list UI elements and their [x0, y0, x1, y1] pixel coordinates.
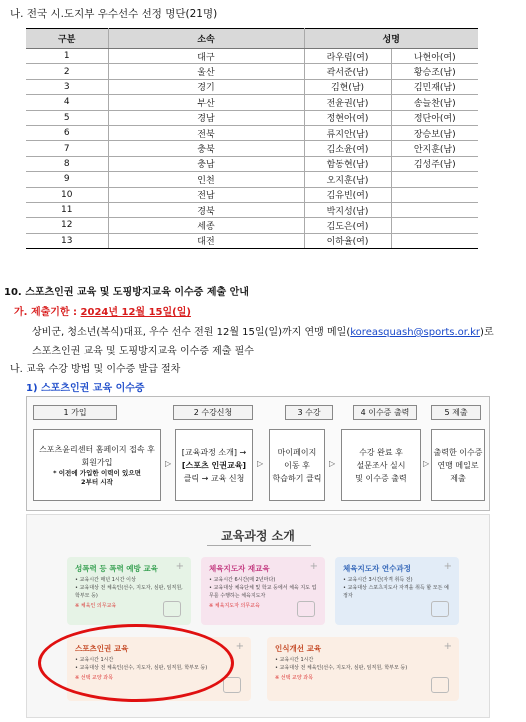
monitor-icon — [163, 601, 181, 617]
row-org: 충북 — [108, 141, 304, 156]
step-box-1 — [33, 429, 161, 501]
row-number: 11 — [26, 202, 108, 217]
course-card-hours: • 교육시간 3시간(자격 취득 전) — [343, 577, 413, 583]
row-name-2 — [391, 218, 478, 233]
row-name-1: 오지훈(남) — [304, 172, 391, 187]
row-name-1: 김현(남) — [304, 79, 391, 94]
table-row — [26, 233, 478, 248]
lightbulb-icon — [431, 677, 449, 693]
course-card-title: 성폭력 등 폭력 예방 교육 — [75, 564, 158, 573]
step-header-5: 5 제출 — [431, 405, 481, 420]
roster-heading: 나. 전국 시.도지부 우수선수 선정 명단(21명) — [10, 8, 218, 20]
step-header-1: 1 가입 — [33, 405, 117, 420]
step1-line2: 회원가입 — [81, 458, 113, 467]
step-box-4 — [341, 429, 421, 501]
deadline-line — [14, 303, 191, 318]
step-box-2 — [175, 429, 253, 501]
table-row — [26, 95, 478, 110]
row-name-1: 곽서준(남) — [304, 64, 391, 79]
course-intro-title: 교육과정 소개 — [221, 529, 295, 543]
row-name-2 — [391, 172, 478, 187]
step1-note2: 2부터 시작 — [81, 478, 113, 486]
email-link[interactable]: koreasquash@sports.or.kr — [350, 327, 481, 338]
row-number: 12 — [26, 218, 108, 233]
col-header-no: 구분 — [26, 29, 108, 49]
row-name-2 — [391, 202, 478, 217]
step1-line1: 스포츠윤리센터 홈페이지 접속 후 — [39, 445, 155, 454]
row-name-2: 송늘찬(남) — [391, 95, 478, 110]
step1-note1: * 이전에 가입한 이력이 있으면 — [53, 469, 141, 477]
row-org: 울산 — [108, 64, 304, 79]
plus-icon: + — [443, 641, 452, 652]
plus-icon: + — [309, 561, 318, 572]
step4-line3: 및 이수증 출력 — [355, 473, 407, 483]
course-card-note: ※ 체육인 의무교육 — [75, 603, 117, 609]
row-org: 충남 — [108, 156, 304, 171]
row-number: 7 — [26, 141, 108, 156]
row-number: 2 — [26, 64, 108, 79]
course-card-note: ※ 체육지도자 의무교육 — [209, 603, 260, 609]
row-number: 3 — [26, 79, 108, 94]
step2-line3: 클릭 → 교육 신청 — [183, 473, 245, 483]
row-name-2: 나현아(여) — [391, 49, 478, 64]
arrow-icon: ▷ — [257, 459, 264, 468]
row-name-2: 김민재(남) — [391, 79, 478, 94]
course-card-target: • 교육대상 체육단체 및 학교 등에서 체육 지도 업무를 수행하는 체육지도자 — [209, 585, 317, 599]
col-header-org: 소속 — [108, 29, 304, 49]
course-card-hours: • 교육시간 1시간 — [75, 657, 114, 663]
course-card-target: • 교육대상 전 체육인(선수, 지도자, 심판, 임직원, 학부모 등) — [275, 665, 408, 671]
submission-requirement: 스포츠인권 교육 및 도핑방지교육 이수증 제출 필수 — [32, 346, 254, 357]
row-name-2: 김성주(남) — [391, 156, 478, 171]
step-header-2: 2 수강신청 — [173, 405, 253, 420]
step-header-4: 4 이수증 출력 — [353, 405, 417, 420]
row-name-1: 김유빈(여) — [304, 187, 391, 202]
title-divider — [207, 545, 311, 546]
row-name-1: 함동현(남) — [304, 156, 391, 171]
roster-table — [26, 28, 478, 249]
course-card-violence-prevention — [67, 557, 191, 625]
table-row — [26, 110, 478, 125]
row-org: 전북 — [108, 125, 304, 140]
row-org: 경남 — [108, 110, 304, 125]
instruction-pre: 상비군, 청소년(복식)대표, 우수 선수 전원 12월 15일(일)까지 연맹 메일( — [32, 327, 351, 338]
course-card-target: • 교육대상 전 체육인(선수, 지도자, 심판, 임직원, 학부모 등) — [75, 665, 208, 671]
step3-line2: 이동 후 — [284, 460, 310, 470]
highlight-circle — [38, 624, 234, 702]
table-row — [26, 125, 478, 140]
row-name-2: 정단아(여) — [391, 110, 478, 125]
step2-line2: [스포츠 인권교육] — [181, 460, 247, 470]
row-org: 대전 — [108, 233, 304, 248]
row-org: 전남 — [108, 187, 304, 202]
course-card-title: 체육지도자 재교육 — [209, 564, 270, 573]
row-name-1: 정현아(여) — [304, 110, 391, 125]
course-card-title: 인식개선 교육 — [275, 644, 322, 653]
row-name-2 — [391, 187, 478, 202]
row-number: 4 — [26, 95, 108, 110]
course-card-note: ※ 선택 교양 과목 — [75, 675, 113, 681]
col-header-name: 성명 — [304, 29, 478, 49]
row-number: 8 — [26, 156, 108, 171]
step3-line3: 학습하기 클릭 — [272, 473, 322, 483]
step5-line2: 연맹 메일로 — [437, 460, 479, 470]
course-card-awareness — [267, 637, 459, 701]
step5-line3: 제출 — [450, 473, 466, 483]
row-name-2 — [391, 233, 478, 248]
row-name-2: 장승보(남) — [391, 125, 478, 140]
row-org: 세종 — [108, 218, 304, 233]
arrow-icon: ▷ — [165, 459, 172, 468]
step-box-3 — [269, 429, 325, 501]
row-number: 5 — [26, 110, 108, 125]
row-name-2: 안지훈(남) — [391, 141, 478, 156]
table-row — [26, 64, 478, 79]
table-row — [26, 156, 478, 171]
document-icon — [297, 601, 315, 617]
row-number: 9 — [26, 172, 108, 187]
course-card-coach-training — [335, 557, 459, 625]
course-card-coach-retraining — [201, 557, 325, 625]
course-card-title: 체육지도자 연수과정 — [343, 564, 411, 573]
plus-icon: + — [443, 561, 452, 572]
hand-heart-icon — [223, 677, 241, 693]
table-row — [26, 187, 478, 202]
submission-instruction — [32, 323, 494, 338]
row-org: 경북 — [108, 202, 304, 217]
row-name-1: 전윤권(남) — [304, 95, 391, 110]
plus-icon: + — [235, 641, 244, 652]
table-row — [26, 141, 478, 156]
step-box-5 — [431, 429, 485, 501]
row-name-1: 이하율(여) — [304, 233, 391, 248]
plus-icon: + — [175, 561, 184, 572]
course-card-hours: • 교육시간 매년 1시간 이상 — [75, 577, 136, 583]
certificate-icon — [431, 601, 449, 617]
row-org: 부산 — [108, 95, 304, 110]
section-10-title: 10. 스포츠인권 교육 및 도핑방지교육 이수증 제출 안내 — [4, 287, 249, 298]
course-card-target: • 교육대상 스포츠지도사 자격을 취득 할 모든 예정자 — [343, 585, 449, 599]
step-header-3: 3 수강 — [285, 405, 333, 420]
course-card-hours: • 교육시간 6시간(매 2년마다) — [209, 577, 276, 583]
row-org: 인천 — [108, 172, 304, 187]
row-name-1: 박지성(남) — [304, 202, 391, 217]
row-name-2: 황승조(남) — [391, 64, 478, 79]
step3-line1: 마이페이지 — [277, 447, 317, 457]
row-name-1: 라우림(여) — [304, 49, 391, 64]
step2-line1: [교육과정 소개] → — [181, 447, 247, 457]
certificate-subheading: 1) 스포츠인권 교육 이수증 — [26, 383, 145, 394]
deadline-date: 2024년 12월 15일(일) — [80, 307, 191, 318]
row-org: 대구 — [108, 49, 304, 64]
table-row — [26, 79, 478, 94]
table-row — [26, 49, 478, 64]
procedure-flow-image — [26, 396, 490, 511]
step4-line1: 수강 완료 후 — [359, 447, 403, 457]
row-number: 10 — [26, 187, 108, 202]
course-card-target: • 교육대상 전 체육인(선수, 지도자, 심판, 임직원, 학부모 등) — [75, 585, 183, 599]
row-name-1: 김소윤(여) — [304, 141, 391, 156]
row-org: 경기 — [108, 79, 304, 94]
row-name-1: 김도은(여) — [304, 218, 391, 233]
step5-line1: 출력한 이수증 — [433, 447, 483, 457]
row-number: 13 — [26, 233, 108, 248]
row-number: 6 — [26, 125, 108, 140]
table-row — [26, 172, 478, 187]
table-row — [26, 202, 478, 217]
course-card-hours: • 교육시간 1시간 — [275, 657, 314, 663]
arrow-icon: ▷ — [423, 459, 430, 468]
row-name-1: 류지안(남) — [304, 125, 391, 140]
step4-line2: 설문조사 실시 — [356, 460, 406, 470]
course-card-title: 스포츠인권 교육 — [75, 644, 129, 653]
course-card-note: ※ 선택 교양 과목 — [275, 675, 313, 681]
instruction-post: )로 — [480, 327, 494, 338]
arrow-icon: ▷ — [329, 459, 336, 468]
deadline-prefix: 가. 제출기한 : — [14, 307, 81, 318]
row-number: 1 — [26, 49, 108, 64]
procedure-heading: 나. 교육 수강 방법 및 이수증 발급 절차 — [10, 364, 181, 375]
table-row — [26, 218, 478, 233]
